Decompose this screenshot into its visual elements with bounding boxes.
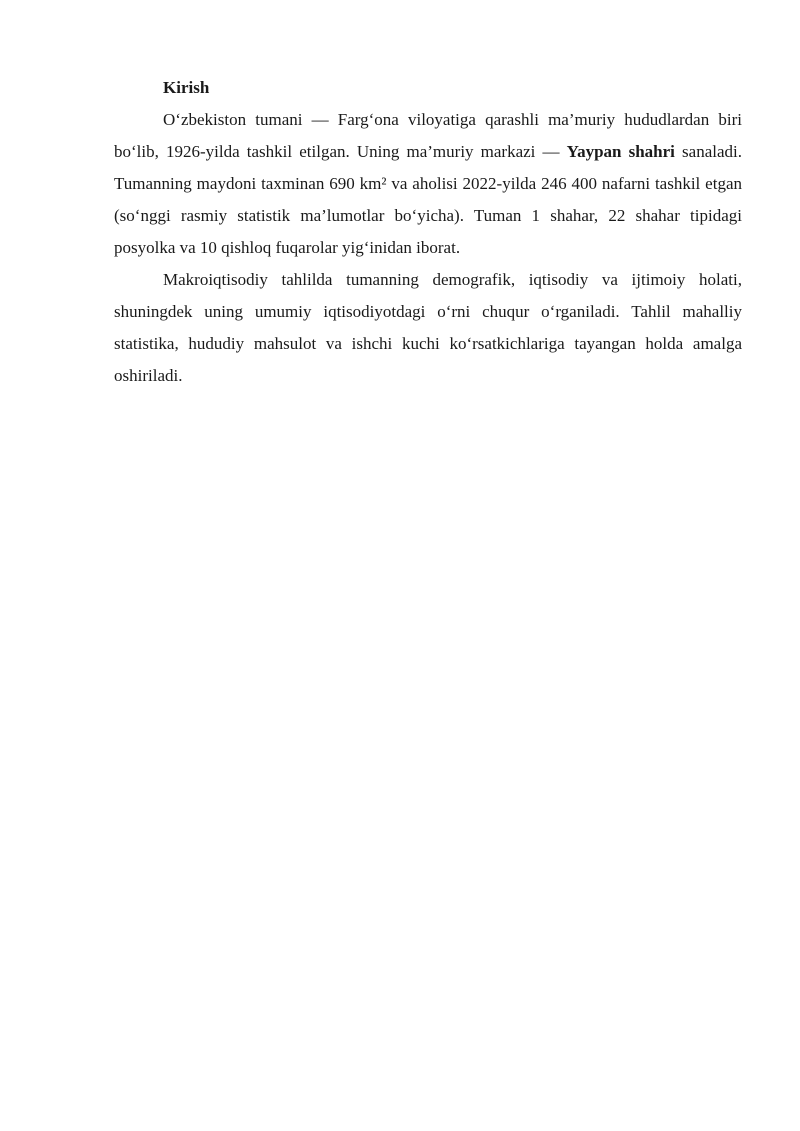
section-heading: Kirish	[163, 78, 210, 97]
document-page	[114, 72, 742, 392]
paragraph-intro-part2: sanaladi. Tumanning maydoni taxminan 690 km² va aholisi 2022-yilda 246 400 nafarni tashkil etgan (so‘nggi rasmiy statistik ma’lumotlar bo‘yicha). Tuman 1 shahar, 22 shahar tipidagi posyolka va 10 qishloq fuqarolar yig‘inidan iborat.	[114, 142, 742, 257]
paragraph-analysis: Makroiqtisodiy tahlilda tumanning demografik, iqtisodiy va ijtimoiy holati, shuningdek uning umumiy iqtisodiyotdagi o‘rni chuqur o‘rganiladi. Tahlil mahalliy statistika, hududiy mahsulot va ishchi kuchi ko‘rsatkichlariga tayangan holda amalga oshiriladi.	[114, 270, 742, 385]
paragraph-intro-bold: Yaypan shahri	[566, 142, 675, 161]
paragraph-intro-part1: O‘zbekiston tumani — Farg‘ona viloyatiga qarashli ma’muriy hududlardan biri bo‘lib, 1926-yilda tashkil etilgan. Uning ma’muriy markazi —	[114, 110, 742, 161]
paragraph-intro	[114, 104, 742, 264]
